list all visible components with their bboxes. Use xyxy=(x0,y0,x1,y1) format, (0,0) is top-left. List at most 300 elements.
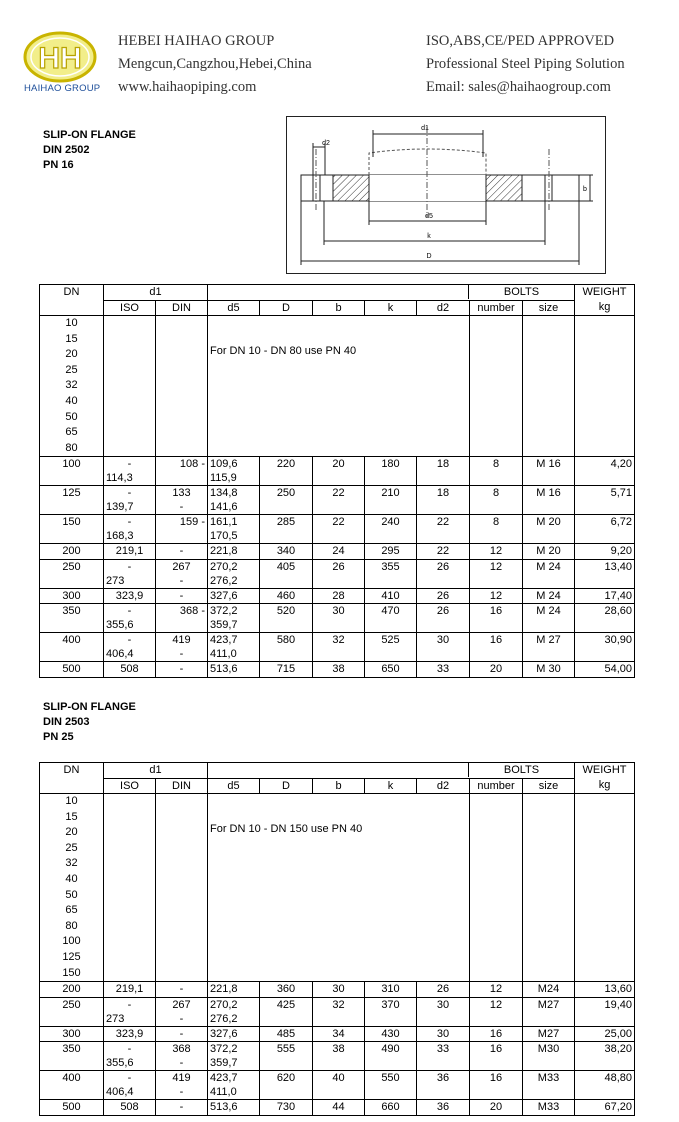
cell-number xyxy=(470,588,523,604)
cell-k-value: 180 xyxy=(381,458,400,471)
subheader-row xyxy=(40,300,635,316)
din-value: 133 xyxy=(172,487,191,500)
cell-number xyxy=(470,486,523,515)
cell-size-value: M 24 xyxy=(536,560,561,573)
cell-din xyxy=(156,604,208,633)
din-value: 267 xyxy=(172,560,191,573)
cell-b-value: 20 xyxy=(332,458,345,471)
cell-d2-value: 30 xyxy=(436,1027,450,1040)
col-dn: DN xyxy=(40,763,104,779)
cell-number xyxy=(470,457,523,486)
cell-number-value: 12 xyxy=(489,589,503,602)
cell-weight xyxy=(575,633,635,662)
dn-value: 25 xyxy=(65,841,78,854)
dn-value: 10 xyxy=(65,795,78,807)
d5-value: 270,2 xyxy=(210,560,238,573)
cell-D xyxy=(260,604,313,633)
dn-value: 150 xyxy=(62,966,81,979)
cell-k-value: 370 xyxy=(381,998,400,1011)
cell-dn-value: 500 xyxy=(62,663,81,676)
cell-b xyxy=(313,1071,365,1100)
d5-value-2: 411,0 xyxy=(210,1086,237,1099)
cell-dn-value: 100 xyxy=(62,458,81,471)
empty-din xyxy=(156,316,208,457)
cell-weight-value: 19,40 xyxy=(604,998,632,1011)
pn40-note: For DN 10 - DN 80 use PN 40 xyxy=(210,345,357,357)
cell-D-value: 580 xyxy=(276,634,296,647)
cell-iso xyxy=(104,633,156,662)
cell-d2 xyxy=(417,662,470,678)
din-value-2: - xyxy=(179,648,184,661)
d5-value: 221,8 xyxy=(210,983,238,996)
cell-b-value: 22 xyxy=(332,516,345,529)
cell-number-value: 8 xyxy=(492,487,500,500)
cell-d2 xyxy=(417,588,470,604)
col-iso: ISO xyxy=(104,778,156,794)
cell-dn xyxy=(40,515,104,544)
header-row xyxy=(40,763,635,779)
iso-value: - xyxy=(127,634,132,647)
section2-pressure: PN 25 xyxy=(43,731,74,743)
cell-D-value: 520 xyxy=(276,605,296,618)
col-bolts: BOLTS xyxy=(468,763,574,777)
cell-iso xyxy=(104,1026,156,1042)
cell-weight xyxy=(575,1071,635,1100)
d5-value-2: 359,7 xyxy=(210,619,238,632)
cell-dn xyxy=(40,1026,104,1042)
cell-k xyxy=(365,457,417,486)
cell-k-value: 660 xyxy=(381,1101,400,1114)
cell-weight-value: 67,20 xyxy=(604,1101,632,1114)
cell-number xyxy=(470,515,523,544)
col-d5: d5 xyxy=(208,778,260,794)
din-value: 368 xyxy=(172,1043,191,1056)
cell-size-value: M 30 xyxy=(536,663,561,676)
cell-d2 xyxy=(417,559,470,588)
cell-iso xyxy=(104,1071,156,1100)
cell-iso xyxy=(104,1042,156,1071)
cell-weight xyxy=(575,1042,635,1071)
iso-value-2: 406,4 xyxy=(106,1086,134,1099)
dn-value: 40 xyxy=(65,872,78,885)
cell-weight xyxy=(575,559,635,588)
cell-dn xyxy=(40,588,104,604)
cell-din xyxy=(156,1026,208,1042)
table-row xyxy=(40,604,635,633)
cell-b-value: 30 xyxy=(332,605,345,618)
cell-dn-value: 300 xyxy=(62,1027,81,1040)
cell-dn-value: 350 xyxy=(62,1043,81,1056)
table-row xyxy=(40,1071,635,1100)
cell-D xyxy=(260,544,313,560)
cell-k xyxy=(365,486,417,515)
iso-value-2: 406,4 xyxy=(106,648,134,661)
cell-size-value: M 24 xyxy=(536,605,561,618)
cell-D xyxy=(260,1071,313,1100)
cell-d5 xyxy=(208,1100,260,1116)
cell-d5 xyxy=(208,486,260,515)
dn-value: 65 xyxy=(65,904,78,917)
table-row xyxy=(40,1100,635,1116)
cell-k xyxy=(365,544,417,560)
din-value: - xyxy=(179,1101,184,1114)
cell-D xyxy=(260,588,313,604)
cell-size xyxy=(523,559,575,588)
cell-din xyxy=(156,588,208,604)
dn-value: 32 xyxy=(65,857,78,870)
cell-D-value: 485 xyxy=(276,1027,296,1040)
empty-iso xyxy=(104,316,156,457)
cell-size xyxy=(523,982,575,998)
din-value-2: - xyxy=(179,574,184,587)
d5-value-2: 276,2 xyxy=(210,574,238,587)
cell-D xyxy=(260,559,313,588)
cell-weight-value: 30,90 xyxy=(604,634,632,647)
cell-d2 xyxy=(417,544,470,560)
cell-din xyxy=(156,1042,208,1071)
cell-din xyxy=(156,544,208,560)
dn-value: 25 xyxy=(65,363,78,376)
cell-weight-value: 13,40 xyxy=(604,560,632,573)
cell-b-value: 32 xyxy=(332,998,345,1011)
cell-b-value: 38 xyxy=(332,663,345,676)
email-text[interactable]: Email: sales@haihaogroup.com xyxy=(426,79,611,95)
col-number: number xyxy=(470,300,523,316)
col-d1: d1 xyxy=(104,285,208,301)
cell-k xyxy=(365,559,417,588)
cell-number-value: 12 xyxy=(489,998,503,1011)
col-size: size xyxy=(523,300,575,316)
col-weight: WEIGHT xyxy=(575,285,635,301)
din-value-2: - xyxy=(179,1012,184,1025)
col-bolts: BOLTS xyxy=(468,285,574,299)
cell-size-value: M30 xyxy=(537,1043,560,1056)
cell-d2-value: 36 xyxy=(436,1072,450,1085)
dn-value: 15 xyxy=(65,810,78,823)
cell-d2 xyxy=(417,604,470,633)
cell-dn xyxy=(40,559,104,588)
dn-value: 10 xyxy=(65,317,78,329)
cell-dn xyxy=(40,1042,104,1071)
d5-value: 327,6 xyxy=(210,1027,238,1040)
col-kg: kg xyxy=(575,778,635,794)
cell-b-value: 38 xyxy=(332,1043,345,1056)
cell-d2 xyxy=(417,982,470,998)
cell-D xyxy=(260,1026,313,1042)
flange-table-pn25 xyxy=(39,762,635,1116)
cell-d2-value: 30 xyxy=(436,634,450,647)
dn-value: 65 xyxy=(65,426,78,439)
iso-value: - xyxy=(127,998,132,1011)
d5-value: 372,2 xyxy=(210,605,238,618)
cell-size xyxy=(523,1026,575,1042)
cell-weight xyxy=(575,544,635,560)
header-row xyxy=(40,285,635,301)
cell-iso xyxy=(104,997,156,1026)
cell-number-value: 12 xyxy=(489,560,503,573)
section1-standard: DIN 2502 xyxy=(43,144,90,156)
cell-D-value: 425 xyxy=(276,998,296,1011)
cell-size xyxy=(523,457,575,486)
d2-label: d2 xyxy=(322,140,330,147)
d5-value: 372,2 xyxy=(210,1043,238,1056)
col-b: b xyxy=(313,300,365,316)
d5-value-2: 411,0 xyxy=(210,648,237,661)
table-row xyxy=(40,633,635,662)
cell-k xyxy=(365,604,417,633)
note-cell xyxy=(208,794,470,982)
cell-b xyxy=(313,515,365,544)
cell-b xyxy=(313,982,365,998)
cell-d5 xyxy=(208,1071,260,1100)
din-value-2: - xyxy=(179,501,184,514)
cell-k xyxy=(365,662,417,678)
dn-value: 40 xyxy=(65,394,78,407)
cell-d5 xyxy=(208,559,260,588)
empty-number xyxy=(470,794,523,982)
table-row xyxy=(40,486,635,515)
cell-b xyxy=(313,633,365,662)
cell-d2 xyxy=(417,457,470,486)
cell-k xyxy=(365,588,417,604)
col-din: DIN xyxy=(156,300,208,316)
table-row xyxy=(40,982,635,998)
cell-b-value: 44 xyxy=(332,1101,345,1114)
cell-number xyxy=(470,1100,523,1116)
cell-d5 xyxy=(208,604,260,633)
cell-k-value: 430 xyxy=(381,1027,400,1040)
cell-k-value: 410 xyxy=(381,589,400,602)
section2-title xyxy=(43,700,136,745)
cell-dn-value: 400 xyxy=(62,634,81,647)
cell-dn xyxy=(40,1071,104,1100)
cell-d2-value: 22 xyxy=(436,516,450,529)
din-value: 108 - xyxy=(179,458,205,471)
cell-weight-value: 13,60 xyxy=(604,983,632,996)
cell-din xyxy=(156,1100,208,1116)
cell-weight-value: 48,80 xyxy=(604,1072,632,1085)
cell-d5 xyxy=(208,515,260,544)
cell-number xyxy=(470,1026,523,1042)
din-value: - xyxy=(179,589,184,602)
cell-k xyxy=(365,982,417,998)
iso-value: - xyxy=(127,560,132,573)
d5-value: 134,8 xyxy=(210,487,238,500)
d5-value: 270,2 xyxy=(210,998,238,1011)
cell-d2-value: 26 xyxy=(436,983,450,996)
cell-d5 xyxy=(208,1042,260,1071)
cell-b xyxy=(313,486,365,515)
d5-value-2: 276,2 xyxy=(210,1012,238,1025)
iso-value: - xyxy=(127,516,132,529)
cell-b xyxy=(313,662,365,678)
cell-b-value: 40 xyxy=(332,1072,345,1085)
cell-k-value: 550 xyxy=(381,1072,400,1085)
col-weight: WEIGHT xyxy=(575,763,635,779)
cell-weight-value: 17,40 xyxy=(604,589,632,602)
cell-b-value: 30 xyxy=(332,983,345,996)
din-value: 368 - xyxy=(179,605,205,618)
d5-value: 221,8 xyxy=(210,545,238,558)
table-row xyxy=(40,588,635,604)
iso-value: 219,1 xyxy=(115,545,144,558)
iso-value-2: 139,7 xyxy=(106,501,134,514)
d5-value-2: 359,7 xyxy=(210,1057,238,1070)
cell-k xyxy=(365,997,417,1026)
iso-value: - xyxy=(127,1072,132,1085)
cell-iso xyxy=(104,457,156,486)
cell-weight xyxy=(575,982,635,998)
d5-value-2: 115,9 xyxy=(210,472,237,485)
cell-b xyxy=(313,559,365,588)
D-label: D xyxy=(426,253,432,260)
cell-weight xyxy=(575,457,635,486)
cell-k-value: 650 xyxy=(381,663,400,676)
cell-number-value: 20 xyxy=(489,663,503,676)
cell-d2 xyxy=(417,486,470,515)
col-iso: ISO xyxy=(104,300,156,316)
dn-value: 50 xyxy=(65,410,78,423)
iso-value: 508 xyxy=(120,663,139,676)
dn-value: 20 xyxy=(65,348,78,361)
cell-dn xyxy=(40,544,104,560)
cell-dn xyxy=(40,1100,104,1116)
col-k: k xyxy=(365,778,417,794)
table-row xyxy=(40,544,635,560)
cell-D xyxy=(260,515,313,544)
cell-weight-value: 9,20 xyxy=(610,545,632,558)
cell-D-value: 250 xyxy=(276,487,296,500)
cell-k-value: 295 xyxy=(381,545,400,558)
cell-size xyxy=(523,997,575,1026)
logo-caption: HAIHAO GROUP xyxy=(24,83,101,94)
cell-D xyxy=(260,982,313,998)
cell-dn xyxy=(40,604,104,633)
cell-b xyxy=(313,544,365,560)
cell-number-value: 8 xyxy=(492,458,500,471)
cell-b xyxy=(313,604,365,633)
cell-dn xyxy=(40,997,104,1026)
cell-D-value: 360 xyxy=(276,983,296,996)
small-dn-list xyxy=(40,794,104,982)
cell-weight-value: 54,00 xyxy=(604,663,632,676)
col-din: DIN xyxy=(156,778,208,794)
cell-d5 xyxy=(208,544,260,560)
table-row xyxy=(40,559,635,588)
cell-d2-value: 26 xyxy=(436,589,450,602)
iso-value: 323,9 xyxy=(115,589,144,602)
cell-dn-value: 300 xyxy=(62,589,81,602)
cell-number-value: 16 xyxy=(489,1072,503,1085)
cell-number-value: 16 xyxy=(489,605,503,618)
cell-din xyxy=(156,515,208,544)
cell-iso xyxy=(104,1100,156,1116)
cell-b xyxy=(313,1026,365,1042)
col-D: D xyxy=(260,778,313,794)
k-label: k xyxy=(427,233,431,240)
cell-weight xyxy=(575,662,635,678)
cell-k-value: 470 xyxy=(381,605,400,618)
cell-weight xyxy=(575,1026,635,1042)
cell-size xyxy=(523,588,575,604)
empty-weight xyxy=(575,794,635,982)
cell-dn xyxy=(40,982,104,998)
cell-dn xyxy=(40,662,104,678)
cell-D xyxy=(260,457,313,486)
cell-d2-value: 22 xyxy=(436,545,450,558)
d5-value: 513,6 xyxy=(210,663,238,676)
section1-type: SLIP-ON FLANGE xyxy=(43,129,136,141)
cell-dn-value: 200 xyxy=(62,545,81,558)
d5-value: 109,6 xyxy=(210,458,238,471)
dn-value: 20 xyxy=(65,826,78,839)
cell-weight-value: 28,60 xyxy=(604,605,632,618)
cell-size xyxy=(523,1042,575,1071)
cell-iso xyxy=(104,515,156,544)
cell-size xyxy=(523,486,575,515)
cell-D-value: 340 xyxy=(276,545,296,558)
cell-k-value: 240 xyxy=(381,516,400,529)
cell-weight-value: 38,20 xyxy=(604,1043,632,1056)
cell-weight-value: 5,71 xyxy=(610,487,632,500)
cell-size-value: M 16 xyxy=(536,487,561,500)
cell-b xyxy=(313,588,365,604)
cell-number xyxy=(470,544,523,560)
d5-value: 327,6 xyxy=(210,589,238,602)
iso-value: 219,1 xyxy=(115,983,144,996)
table-row xyxy=(40,457,635,486)
cell-weight xyxy=(575,515,635,544)
dn-value: 50 xyxy=(65,888,78,901)
empty-din xyxy=(156,794,208,982)
col-b: b xyxy=(313,778,365,794)
d5-label: d5 xyxy=(425,213,433,220)
cell-number-value: 12 xyxy=(489,983,503,996)
cell-d5 xyxy=(208,982,260,998)
din-value: 419 xyxy=(172,1072,191,1085)
cell-k xyxy=(365,1042,417,1071)
cell-d5 xyxy=(208,588,260,604)
small-dn-row xyxy=(40,316,635,457)
cell-b-value: 32 xyxy=(332,634,345,647)
cell-dn-value: 500 xyxy=(62,1101,81,1114)
din-value: - xyxy=(179,663,184,676)
iso-value: 323,9 xyxy=(115,1027,144,1040)
table-row xyxy=(40,662,635,678)
cell-dn xyxy=(40,633,104,662)
cell-k-value: 310 xyxy=(381,983,400,996)
flange-table-pn16 xyxy=(39,284,635,678)
logo-letters: HH xyxy=(38,42,82,75)
cell-number xyxy=(470,604,523,633)
small-dn-list xyxy=(40,316,104,457)
cell-number-value: 16 xyxy=(489,634,503,647)
approvals-text: ISO,ABS,CE/PED APPROVED xyxy=(426,33,615,49)
din-value-2: - xyxy=(179,1057,184,1070)
table-row xyxy=(40,997,635,1026)
empty-iso xyxy=(104,794,156,982)
small-dn-row xyxy=(40,794,635,982)
col-size: size xyxy=(523,778,575,794)
company-name: HEBEI HAIHAO GROUP xyxy=(118,33,275,49)
iso-value-2: 114,3 xyxy=(106,472,133,485)
cell-d2 xyxy=(417,1071,470,1100)
cell-b xyxy=(313,1042,365,1071)
d5-value: 423,7 xyxy=(210,1072,238,1085)
company-website[interactable]: www.haihaopiping.com xyxy=(118,79,257,95)
cell-weight xyxy=(575,588,635,604)
cell-size xyxy=(523,662,575,678)
